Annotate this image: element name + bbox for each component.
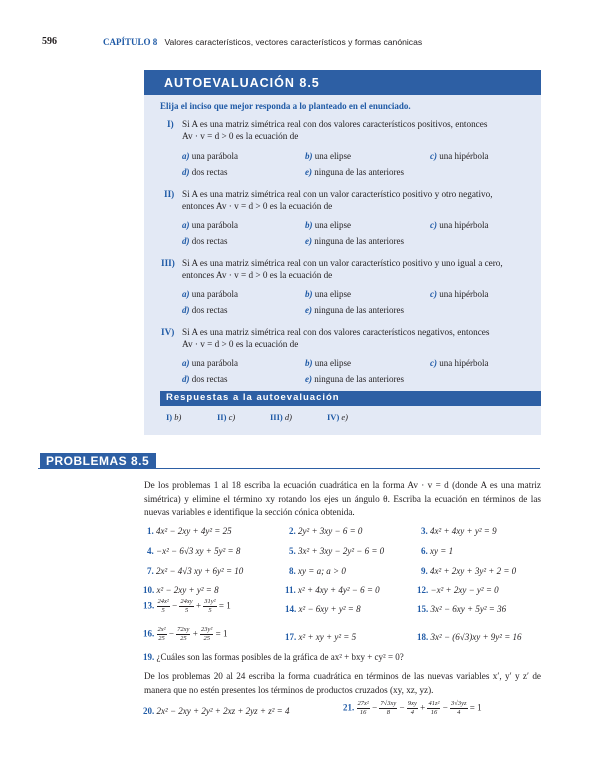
problem-item: 21. $\frac{\text{27x²}}{16}$ − $\frac{7√3xy}{8}$ − $\frac{9xy}{4}$ + $\frac{\text{41z²}}{16}$ − $\frac{3√3yz}{4}$ = 1 (343, 700, 482, 716)
answer-num: I) (166, 412, 173, 422)
option-text: una hipérbola (439, 151, 489, 161)
option-text: una elipse (314, 289, 351, 299)
option-text: una parábola (191, 289, 238, 299)
problem-item: 1. 4x² − 2xy + 4y² = 25 (147, 526, 232, 536)
answer-num: III) (270, 412, 283, 422)
answer-val: c) (228, 412, 236, 422)
question-number: IV) (161, 327, 175, 337)
option-letter: a) (182, 289, 192, 299)
option-text: una hipérbola (439, 289, 489, 299)
option-letter: d) (182, 236, 192, 246)
option-letter: a) (182, 151, 192, 161)
question-number: III) (161, 258, 175, 268)
option-letter: b) (305, 358, 315, 368)
option-letter: c) (430, 151, 440, 161)
option-text: dos rectas (191, 374, 228, 384)
option-letter: a) (182, 358, 192, 368)
option-letter: e) (305, 374, 315, 384)
problem-item: 10. x² − 2xy + y² = 8 (143, 585, 219, 595)
problem-item: 18. 3x² − (6√3)xy + 9y² = 16 (417, 632, 522, 642)
answer-item (270, 412, 292, 422)
question-text: Si A es una matriz simétrica real con un valor característico positivo y uno igual a cero, (182, 258, 503, 268)
option-text: una hipérbola (439, 220, 489, 230)
answers-title: Respuestas a la autoevaluación (166, 392, 340, 403)
answer-item (327, 412, 348, 422)
option-b (305, 151, 351, 161)
problem-item: 8. xy = a; a > 0 (289, 566, 346, 576)
question-text: Si A es una matriz simétrica real con dos valores característicos positivos, entonces (182, 119, 488, 129)
self-evaluation-instruction: Elija el inciso que mejor responda a lo planteado en el enunciado. (160, 101, 411, 111)
option-letter: e) (305, 305, 315, 315)
option-b (305, 220, 351, 230)
option-text: una hipérbola (439, 358, 489, 368)
option-letter: e) (305, 236, 315, 246)
option-letter: c) (430, 220, 440, 230)
option-b (305, 358, 351, 368)
problem-item: 14. x² − 6xy + y² = 8 (285, 604, 361, 614)
problem-item: 13. $\frac{\text{24x²}}{5}$ − $\frac{24xy}{5}$ + $\frac{\text{31y²}}{5}$ = 1 (143, 598, 231, 614)
option-text: una parábola (191, 220, 238, 230)
option-e (305, 167, 404, 177)
option-text: ninguna de las anteriores (314, 167, 404, 177)
problem-item: 17. x² + xy + y² = 5 (285, 632, 357, 642)
option-letter: d) (182, 305, 192, 315)
problems-intro-2: De los problemas 20 al 24 escriba la forma cuadrática en términos de las nuevas variables x′, y′ y z′ de manera que no estén presentes los términos de productos cruzados (xy, xz, yz). (144, 671, 541, 695)
option-letter: c) (430, 358, 440, 368)
problem-item: 7. 2x² − 4√3 xy + 6y² = 10 (147, 566, 244, 576)
question-number: I) (167, 119, 174, 129)
problem-item: 11. x² + 4xy + 4y² − 6 = 0 (285, 585, 380, 595)
answer-val: b) (174, 412, 182, 422)
question-text: Av · v = d > 0 es la ecuación de (182, 339, 299, 349)
problem-item: 15. 3x² − 6xy + 5y² = 36 (417, 604, 507, 614)
option-d (182, 374, 228, 384)
option-a (182, 358, 238, 368)
chapter-title: Valores característicos, vectores característicos y formas canónicas (164, 37, 423, 47)
option-text: una elipse (314, 151, 351, 161)
option-letter: b) (305, 289, 315, 299)
page-number: 596 (42, 36, 57, 47)
problem-item: 19. ¿Cuáles son las formas posibles de la gráfica de ax² + bxy + cy² = 0? (143, 652, 404, 662)
option-c (430, 289, 488, 299)
problem-item: 20. 2x² − 2xy + 2y² + 2xz + 2yz + z² = 4 (143, 706, 290, 716)
option-c (430, 151, 488, 161)
option-letter: b) (305, 151, 315, 161)
option-text: una elipse (314, 358, 351, 368)
question-text: Av · v = d > 0 es la ecuación de (182, 131, 299, 141)
option-text: dos rectas (191, 167, 228, 177)
problem-item: 3. 4x² + 4xy + y² = 9 (421, 526, 497, 536)
option-e (305, 374, 404, 384)
option-a (182, 220, 238, 230)
self-evaluation-title: AUTOEVALUACIÓN 8.5 (164, 76, 320, 90)
problem-item: 16. $\frac{\text{2x²}}{25}$ − $\frac{72xy}{25}$ + $\frac{\text{23y²}}{25}$ = 1 (143, 626, 228, 642)
option-letter: c) (430, 289, 440, 299)
option-c (430, 358, 488, 368)
option-text: ninguna de las anteriores (314, 236, 404, 246)
problem-item: 4. −x² − 6√3 xy + 5y² = 8 (147, 546, 241, 556)
option-text: una parábola (191, 358, 238, 368)
option-letter: d) (182, 374, 192, 384)
option-text: dos rectas (191, 305, 228, 315)
answer-num: IV) (327, 412, 340, 422)
problem-item: 9. 4x² + 2xy + 3y² + 2 = 0 (421, 566, 517, 576)
running-header (103, 37, 422, 47)
answer-item (166, 412, 181, 422)
option-text: una parábola (191, 151, 238, 161)
option-d (182, 236, 228, 246)
option-text: ninguna de las anteriores (314, 374, 404, 384)
problem-item: 12. −x² + 2xy − y² = 0 (417, 585, 499, 595)
option-e (305, 236, 404, 246)
option-letter: a) (182, 220, 192, 230)
answer-num: II) (217, 412, 227, 422)
option-c (430, 220, 488, 230)
option-letter: d) (182, 167, 192, 177)
problem-item: 5. 3x² + 3xy − 2y² − 6 = 0 (289, 546, 385, 556)
option-text: una elipse (314, 220, 351, 230)
problem-item: 2. 2y² + 3xy − 6 = 0 (289, 526, 363, 536)
problems-title: PROBLEMAS 8.5 (46, 454, 150, 468)
option-d (182, 305, 228, 315)
question-text: Si A es una matriz simétrica real con un valor característico positivo y otro negativo, (182, 189, 493, 199)
option-text: ninguna de las anteriores (314, 305, 404, 315)
option-letter: e) (305, 167, 315, 177)
answer-val: e) (341, 412, 349, 422)
question-number: II) (164, 189, 175, 199)
question-text: entonces Av · v = d > 0 es la ecuación de (182, 270, 333, 280)
question-text: Si A es una matriz simétrica real con dos valores característicos negativos, entonces (182, 327, 490, 337)
option-b (305, 289, 351, 299)
option-text: dos rectas (191, 236, 228, 246)
option-e (305, 305, 404, 315)
chapter-label: CAPÍTULO 8 (103, 37, 158, 47)
question-text: entonces Av · v = d > 0 es la ecuación de (182, 201, 333, 211)
option-letter: b) (305, 220, 315, 230)
answer-item (217, 412, 235, 422)
option-a (182, 151, 238, 161)
option-d (182, 167, 228, 177)
answer-val: d) (284, 412, 292, 422)
problems-intro: De los problemas 1 al 18 escriba la ecuación cuadrática en la forma Av · v = d (donde A es una matriz simétrica) y elimine el término xy rotando los ejes un ángulo θ. Escriba la ecuación en términos de las nuevas variables e identifique la sección cónica obtenida. (144, 480, 541, 517)
option-a (182, 289, 238, 299)
problem-item: 6. xy = 1 (421, 546, 454, 556)
